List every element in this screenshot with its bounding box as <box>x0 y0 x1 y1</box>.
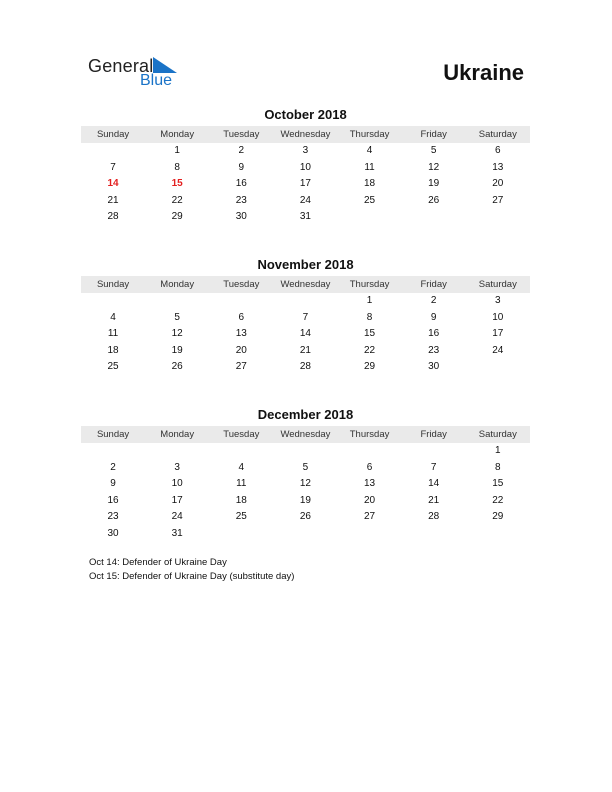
day-cell: 15 <box>364 328 376 340</box>
day-cell: 4 <box>238 461 245 473</box>
day-cell: 16 <box>107 494 119 506</box>
day-cell: 5 <box>174 311 180 323</box>
empty-day-cell <box>81 293 145 310</box>
day-cell: 20 <box>364 494 376 506</box>
day-cell: 3 <box>495 295 501 306</box>
day-cell: 1 <box>366 295 373 306</box>
week-row <box>81 176 530 193</box>
day-cell: 11 <box>236 478 247 490</box>
day-cell: 26 <box>171 361 183 373</box>
week-row <box>81 143 530 160</box>
logo-text-general: General <box>88 56 154 76</box>
day-cell: 24 <box>299 194 311 206</box>
day-cell: 22 <box>171 194 183 206</box>
empty-day-cell <box>273 526 337 543</box>
week-row <box>81 443 530 460</box>
day-cell: 25 <box>364 194 376 206</box>
day-cell: 20 <box>235 344 247 356</box>
weekday-label: Monday <box>160 279 195 290</box>
week-row <box>81 326 530 343</box>
week-row <box>81 310 530 327</box>
day-cell: 17 <box>299 178 311 190</box>
empty-day-cell <box>209 293 273 310</box>
day-cell: 8 <box>366 311 373 323</box>
empty-day-cell <box>338 443 402 460</box>
weekday-label: Sunday <box>96 429 130 440</box>
empty-day-cell <box>466 209 530 226</box>
weekday-label: Sunday <box>96 279 130 290</box>
day-cell: 20 <box>492 178 504 190</box>
week-row <box>81 343 530 360</box>
week-row <box>81 493 530 510</box>
empty-day-cell <box>402 443 466 460</box>
empty-day-cell <box>81 143 145 160</box>
generalblue-logo <box>88 56 188 96</box>
month-title: December 2018 <box>257 407 354 422</box>
day-cell: 22 <box>492 494 504 506</box>
month-december <box>81 406 530 543</box>
day-cell: 9 <box>110 478 116 490</box>
day-cell: 22 <box>364 344 376 356</box>
day-cell: 21 <box>299 344 311 356</box>
day-cell: 13 <box>492 161 504 173</box>
day-cell: 26 <box>428 194 440 206</box>
day-cell: 29 <box>171 211 183 223</box>
day-cell: 17 <box>171 494 183 506</box>
week-row <box>81 476 530 493</box>
weekday-label: Tuesday <box>223 279 260 290</box>
weekday-label: Tuesday <box>223 129 260 140</box>
logo-text-blue: Blue <box>140 72 173 89</box>
day-cell: 6 <box>366 461 373 473</box>
day-cell: 19 <box>299 494 311 506</box>
weekday-label: Friday <box>420 429 447 440</box>
day-cell: 9 <box>238 161 245 173</box>
holiday-note: Oct 15: Defender of Ukraine Day (substitute day) <box>89 571 295 582</box>
week-row <box>81 526 530 543</box>
day-cell: 14 <box>299 328 311 340</box>
day-cell: 10 <box>492 311 504 323</box>
day-cell: 27 <box>492 194 504 206</box>
day-cell: 11 <box>107 328 119 340</box>
day-cell: 30 <box>428 361 440 373</box>
week-row <box>81 160 530 177</box>
day-cell: 6 <box>238 311 245 323</box>
day-cell: 21 <box>428 494 440 506</box>
weekday-label: Sunday <box>96 129 130 140</box>
empty-day-cell <box>402 209 466 226</box>
day-cell: 13 <box>364 478 376 490</box>
empty-day-cell <box>402 526 466 543</box>
day-cell: 31 <box>299 211 311 223</box>
empty-day-cell <box>145 443 209 460</box>
day-cell: 23 <box>428 344 440 356</box>
day-cell: 21 <box>107 194 119 206</box>
day-cell: 14 <box>428 478 440 490</box>
day-cell: 28 <box>299 361 311 373</box>
day-cell: 2 <box>430 295 437 306</box>
day-cell: 24 <box>492 344 504 356</box>
day-cell: 6 <box>495 145 501 156</box>
day-cell: 7 <box>430 461 437 473</box>
day-cell: 18 <box>107 344 119 356</box>
day-cell: 31 <box>171 527 183 539</box>
weekday-label: Saturday <box>478 429 517 440</box>
day-cell: 28 <box>107 211 119 223</box>
day-cell: 12 <box>428 161 440 173</box>
day-cell: 27 <box>235 361 247 373</box>
day-cell: 19 <box>171 344 183 356</box>
day-cell: 16 <box>235 178 247 190</box>
holiday-note: Oct 14: Defender of Ukraine Day <box>89 557 227 568</box>
day-cell: 10 <box>299 161 311 173</box>
weeks-container <box>81 143 530 226</box>
month-title: October 2018 <box>264 107 347 122</box>
month-october <box>81 106 530 226</box>
day-cell: 15 <box>492 478 504 490</box>
week-row <box>81 193 530 210</box>
empty-day-cell <box>273 443 337 460</box>
day-cell: 23 <box>235 194 247 206</box>
holiday-notes <box>89 556 294 584</box>
empty-day-cell <box>466 359 530 376</box>
day-cell: 30 <box>235 211 247 223</box>
weekday-label: Wednesday <box>280 129 331 140</box>
day-cell: 18 <box>364 178 376 190</box>
holiday-day-cell: 15 <box>171 178 183 190</box>
day-cell: 30 <box>107 527 119 539</box>
empty-day-cell <box>338 209 402 226</box>
day-cell: 19 <box>428 178 440 190</box>
day-cell: 13 <box>235 328 247 340</box>
day-cell: 28 <box>428 511 440 523</box>
empty-day-cell <box>466 526 530 543</box>
weeks-container <box>81 443 530 543</box>
weekday-label: Saturday <box>478 279 517 290</box>
day-cell: 7 <box>302 311 309 323</box>
day-cell: 1 <box>174 145 180 156</box>
day-cell: 10 <box>171 478 183 490</box>
weekday-label: Friday <box>420 279 447 290</box>
day-cell: 3 <box>174 461 180 473</box>
weekday-label: Thursday <box>349 429 390 440</box>
weekday-label: Tuesday <box>223 429 260 440</box>
empty-day-cell <box>81 443 145 460</box>
day-cell: 27 <box>364 511 376 523</box>
day-cell: 18 <box>235 494 247 506</box>
week-row <box>81 509 530 526</box>
weekday-label: Wednesday <box>280 279 331 290</box>
day-cell: 25 <box>235 511 247 523</box>
day-cell: 8 <box>495 461 501 473</box>
weekday-label: Wednesday <box>280 429 331 440</box>
day-cell: 7 <box>110 161 116 173</box>
day-cell: 29 <box>364 361 376 373</box>
week-row <box>81 293 530 310</box>
weekday-label: Monday <box>160 429 195 440</box>
day-cell: 24 <box>171 511 183 523</box>
logo-triangle-icon <box>153 57 177 73</box>
weekday-header-row <box>81 126 530 143</box>
country-title: Ukraine <box>443 60 524 85</box>
day-cell: 4 <box>110 311 116 323</box>
day-cell: 5 <box>430 145 437 156</box>
day-cell: 3 <box>302 145 309 156</box>
day-cell: 12 <box>171 328 183 340</box>
weeks-container <box>81 293 530 376</box>
day-cell: 17 <box>492 328 504 340</box>
empty-day-cell <box>338 526 402 543</box>
day-cell: 25 <box>107 361 119 373</box>
day-cell: 23 <box>107 511 119 523</box>
weekday-label: Friday <box>420 129 447 140</box>
week-row <box>81 209 530 226</box>
empty-day-cell <box>273 293 337 310</box>
weekday-header-row <box>81 426 530 443</box>
day-cell: 12 <box>299 478 311 490</box>
holiday-day-cell: 14 <box>107 178 119 190</box>
weekday-label: Saturday <box>478 129 517 140</box>
day-cell: 5 <box>302 461 309 473</box>
day-cell: 11 <box>364 161 375 173</box>
weekday-label: Thursday <box>349 129 390 140</box>
day-cell: 8 <box>174 161 180 173</box>
day-cell: 4 <box>366 145 373 156</box>
day-cell: 29 <box>492 511 504 523</box>
week-row <box>81 359 530 376</box>
day-cell: 16 <box>428 328 440 340</box>
day-cell: 1 <box>495 445 501 456</box>
weekday-label: Monday <box>160 129 195 140</box>
day-cell: 2 <box>238 145 245 156</box>
empty-day-cell <box>145 293 209 310</box>
month-title: November 2018 <box>257 257 354 272</box>
empty-day-cell <box>209 526 273 543</box>
day-cell: 26 <box>299 511 311 523</box>
empty-day-cell <box>209 443 273 460</box>
week-row <box>81 460 530 477</box>
weekday-label: Thursday <box>349 279 390 290</box>
day-cell: 9 <box>430 311 437 323</box>
month-november <box>81 256 530 376</box>
day-cell: 2 <box>110 461 116 473</box>
weekday-header-row <box>81 276 530 293</box>
